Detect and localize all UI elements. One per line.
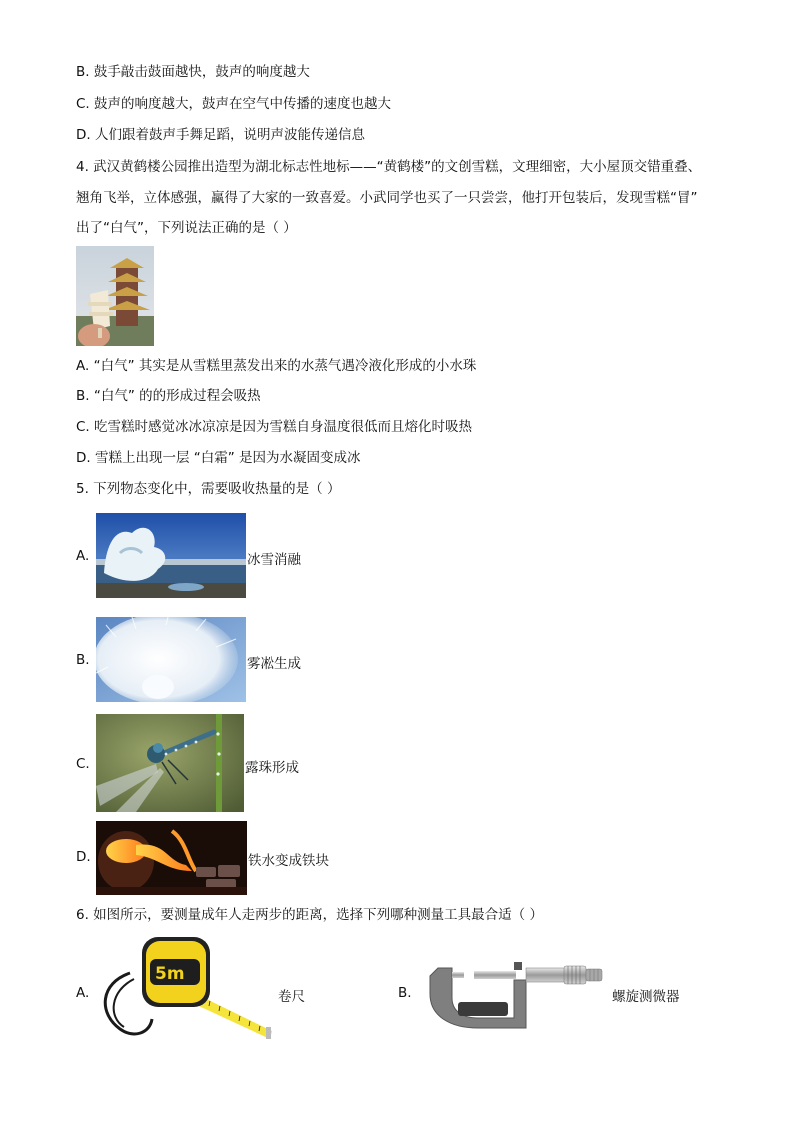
q5-option-b-letter: B. (76, 652, 90, 668)
q6-option-a-caption: 卷尺 (278, 989, 305, 1005)
q4-option-c: C. 吃雪糕时感觉冰冰凉凉是因为雪糕自身温度很低而且熔化时吸热 (76, 419, 473, 435)
q6-option-b-letter: B. (398, 985, 412, 1001)
q5-molten-iron-photo (96, 821, 247, 895)
q4-stem-line-1: 4. 武汉黄鹤楼公园推出造型为湖北标志性地标——“黄鹤楼”的文创雪糕，文理细密，大小屋顶交错重叠、 (76, 159, 702, 175)
q3-option-d: D. 人们跟着鼓声手舞足蹈，说明声波能传递信息 (76, 127, 365, 143)
q5-rime-photo (96, 617, 246, 702)
q6-micrometer-photo (418, 958, 606, 1036)
q4-option-b: B. “白气” 的的形成过程会吸热 (76, 388, 261, 404)
q5-option-a-letter: A. (76, 548, 90, 564)
q4-stem-line-2: 翘角飞举，立体感强，赢得了大家的一致喜爱。小武同学也买了一只尝尝，他打开包装后，发现雪糕“冒” (76, 190, 698, 206)
q4-ice-cream-photo (76, 246, 154, 346)
q5-option-d-caption: 铁水变成铁块 (248, 853, 329, 869)
q6-tape-measure-photo (90, 933, 275, 1041)
q5-option-d-letter: D. (76, 849, 91, 865)
q5-option-a-caption: 冰雪消融 (247, 552, 301, 568)
q6-stem: 6. 如图所示，要测量成年人走两步的距离，选择下列哪种测量工具最合适（ ） (76, 907, 543, 923)
q3-option-b: B. 鼓手敲击鼓面越快，鼓声的响度越大 (76, 64, 310, 80)
q6-option-a-letter: A. (76, 985, 90, 1001)
q5-option-c-caption: 露珠形成 (245, 760, 299, 776)
q5-option-c-letter: C. (76, 756, 90, 772)
q4-option-a: A. “白气” 其实是从雪糕里蒸发出来的水蒸气遇冷液化形成的小水珠 (76, 358, 477, 374)
q6-option-b-caption: 螺旋测微器 (612, 989, 680, 1005)
tape-measure-label: 5m (155, 964, 185, 984)
q3-option-c: C. 鼓声的响度越大，鼓声在空气中传播的速度也越大 (76, 96, 392, 112)
q5-option-b-caption: 雾凇生成 (247, 656, 301, 672)
q5-dew-dragonfly-photo (96, 714, 244, 812)
q4-stem-line-3: 出了“白气”，下列说法正确的是（ ） (76, 220, 297, 236)
q5-melting-ice-photo (96, 513, 246, 598)
q5-stem: 5. 下列物态变化中，需要吸收热量的是（ ） (76, 481, 341, 497)
q4-option-d: D. 雪糕上出现一层 “白霜” 是因为水凝固变成冰 (76, 450, 361, 466)
